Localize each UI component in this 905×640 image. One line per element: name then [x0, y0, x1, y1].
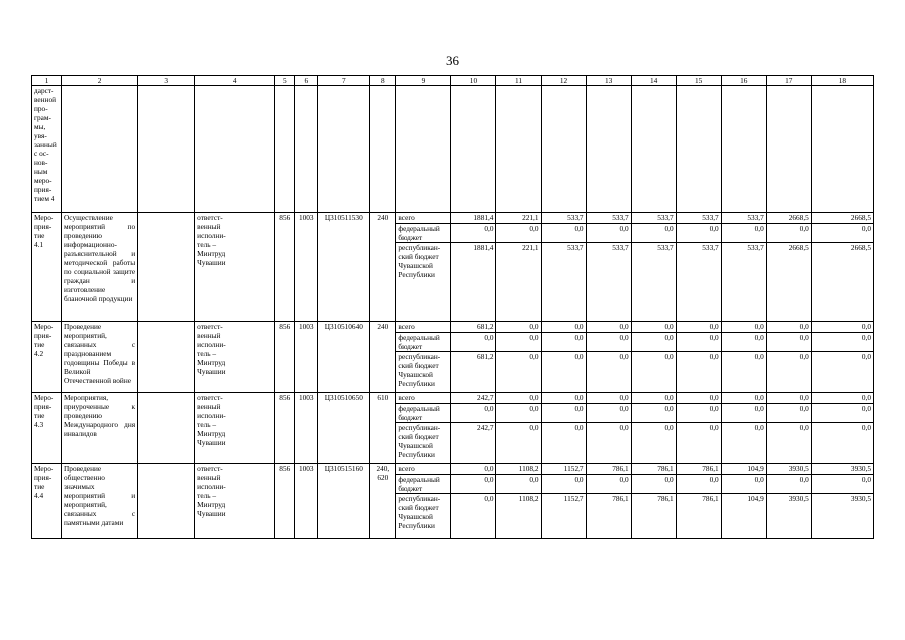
measure-vr: 240: [370, 322, 396, 393]
value-cell: 681,2: [451, 322, 496, 333]
value-cell: 0,0: [631, 352, 676, 393]
measure-rzpr: 1003: [295, 213, 318, 322]
measure-vr: 610: [370, 393, 396, 464]
value-cell: 533,7: [676, 243, 721, 322]
funding-source: всего: [396, 464, 451, 475]
value-cell: 3930,5: [766, 494, 811, 539]
value-cell: 0,0: [676, 322, 721, 333]
value-cell: 0,0: [766, 333, 811, 352]
measure-col3: [138, 393, 195, 464]
value-cell: 533,7: [586, 243, 631, 322]
value-cell: 533,7: [541, 243, 586, 322]
measure-responsible: ответст- венный исполни- тель – Минтруд Чувашии: [195, 213, 275, 322]
value-cell: 0,0: [451, 464, 496, 475]
measure-name: Проведение общественно значимых мероприятий и мероприятий, связанных с памятными датами: [62, 464, 138, 539]
measure-grbs: 856: [275, 322, 295, 393]
value-cell: 0,0: [541, 475, 586, 494]
value-cell: 0,0: [541, 352, 586, 393]
table-row: [32, 464, 874, 475]
measure-csr: Ц310515160: [318, 464, 370, 539]
measure-rzpr: 1003: [295, 464, 318, 539]
value-cell: 0,0: [676, 423, 721, 464]
measure-responsible: ответст- венный исполни- тель – Минтруд Чувашии: [195, 464, 275, 539]
funding-source: республикан-ский бюджет Чувашской Республики: [396, 494, 451, 539]
value-cell: 0,0: [676, 333, 721, 352]
value-cell: 0,0: [721, 475, 766, 494]
value-cell: 0,0: [541, 423, 586, 464]
value-cell: 0,0: [496, 352, 541, 393]
value-cell: 0,0: [631, 224, 676, 243]
value-cell: 0,0: [766, 404, 811, 423]
measure-grbs: 856: [275, 393, 295, 464]
measure-name: Осуществление мероприятий по проведению информационно-разъяснительной и методической работы по социальной защите граждан и изготовление бланочной продукции: [62, 213, 138, 322]
measure-rzpr: 1003: [295, 393, 318, 464]
value-cell: 2668,5: [811, 243, 873, 322]
value-cell: 0,0: [451, 224, 496, 243]
value-cell: 0,0: [496, 224, 541, 243]
value-cell: 0,0: [631, 423, 676, 464]
measure-rzpr: 1003: [295, 322, 318, 393]
value-cell: 0,0: [811, 322, 873, 333]
measure-responsible: ответст- венный исполни- тель – Минтруд Чувашии: [195, 322, 275, 393]
column-header: 4: [195, 76, 275, 86]
value-cell: 0,0: [496, 322, 541, 333]
value-cell: 0,0: [496, 423, 541, 464]
table-row: [32, 322, 874, 333]
column-header: 8: [370, 76, 396, 86]
value-cell: 0,0: [676, 352, 721, 393]
value-cell: 1881,4: [451, 243, 496, 322]
value-cell: 786,1: [676, 494, 721, 539]
value-cell: 0,0: [766, 423, 811, 464]
funding-source: республикан-ский бюджет Чувашской Республики: [396, 243, 451, 322]
measure-col3: [138, 464, 195, 539]
value-cell: 786,1: [676, 464, 721, 475]
intro-row: [32, 86, 874, 213]
value-cell: 0,0: [541, 322, 586, 333]
value-cell: 3930,5: [811, 494, 873, 539]
funding-source: федеральный бюджет: [396, 475, 451, 494]
value-cell: 0,0: [586, 224, 631, 243]
value-cell: 1108,2: [496, 464, 541, 475]
column-header: 10: [451, 76, 496, 86]
value-cell: 0,0: [496, 475, 541, 494]
measure-vr: 240, 620: [370, 464, 396, 539]
column-header: 3: [138, 76, 195, 86]
measure-grbs: 856: [275, 464, 295, 539]
value-cell: 0,0: [541, 224, 586, 243]
value-cell: 533,7: [721, 213, 766, 224]
value-cell: 0,0: [811, 404, 873, 423]
value-cell: 1152,7: [541, 494, 586, 539]
value-cell: 0,0: [586, 322, 631, 333]
funding-source: всего: [396, 213, 451, 224]
value-cell: 0,0: [766, 224, 811, 243]
measure-csr: Ц310510640: [318, 322, 370, 393]
value-cell: 786,1: [631, 494, 676, 539]
measure-code: Меро- прия- тие 4.2: [32, 322, 62, 393]
value-cell: 0,0: [631, 393, 676, 404]
value-cell: 0,0: [721, 352, 766, 393]
funding-source: республикан-ский бюджет Чувашской Республики: [396, 352, 451, 393]
page-number: 36: [446, 53, 459, 68]
column-header: 12: [541, 76, 586, 86]
measure-vr: 240: [370, 213, 396, 322]
funding-source: федеральный бюджет: [396, 224, 451, 243]
value-cell: 2668,5: [766, 243, 811, 322]
value-cell: 786,1: [631, 464, 676, 475]
value-cell: 0,0: [811, 423, 873, 464]
value-cell: 0,0: [496, 333, 541, 352]
column-header: 5: [275, 76, 295, 86]
value-cell: 0,0: [676, 475, 721, 494]
funding-source: федеральный бюджет: [396, 333, 451, 352]
column-header: 18: [811, 76, 873, 86]
value-cell: 0,0: [451, 404, 496, 423]
value-cell: 0,0: [451, 494, 496, 539]
value-cell: 221,1: [496, 213, 541, 224]
value-cell: 0,0: [811, 393, 873, 404]
measure-col3: [138, 213, 195, 322]
value-cell: 0,0: [451, 333, 496, 352]
column-header: 7: [318, 76, 370, 86]
value-cell: 0,0: [721, 333, 766, 352]
value-cell: 681,2: [451, 352, 496, 393]
column-header: 15: [676, 76, 721, 86]
column-header: 13: [586, 76, 631, 86]
value-cell: 533,7: [541, 213, 586, 224]
value-cell: 0,0: [721, 423, 766, 464]
measure-code: Меро- прия- тие 4.3: [32, 393, 62, 464]
funding-source: всего: [396, 393, 451, 404]
value-cell: 0,0: [631, 333, 676, 352]
value-cell: 0,0: [631, 322, 676, 333]
column-header: 17: [766, 76, 811, 86]
table-row: [32, 213, 874, 224]
column-header: 16: [721, 76, 766, 86]
measure-name: Проведение мероприятий, связанных с празднованием годовщины Победы в Великой Отечественной войне: [62, 322, 138, 393]
measure-csr: Ц310511530: [318, 213, 370, 322]
value-cell: 1108,2: [496, 494, 541, 539]
value-cell: 0,0: [586, 333, 631, 352]
program-table: [31, 75, 874, 539]
value-cell: 0,0: [766, 352, 811, 393]
value-cell: 0,0: [766, 393, 811, 404]
value-cell: 0,0: [496, 404, 541, 423]
column-header: 6: [295, 76, 318, 86]
value-cell: 0,0: [541, 404, 586, 423]
value-cell: 2668,5: [811, 213, 873, 224]
value-cell: 104,9: [721, 494, 766, 539]
measure-responsible: ответст- венный исполни- тель – Минтруд Чувашии: [195, 393, 275, 464]
measure-code: Меро- прия- тие 4.4: [32, 464, 62, 539]
value-cell: 0,0: [676, 393, 721, 404]
measure-code: Меро- прия- тие 4.1: [32, 213, 62, 322]
value-cell: 0,0: [811, 224, 873, 243]
column-header: 11: [496, 76, 541, 86]
column-header: 14: [631, 76, 676, 86]
value-cell: 0,0: [676, 224, 721, 243]
value-cell: 786,1: [586, 464, 631, 475]
value-cell: 0,0: [811, 475, 873, 494]
value-cell: 0,0: [766, 322, 811, 333]
column-header: 9: [396, 76, 451, 86]
value-cell: 242,7: [451, 393, 496, 404]
value-cell: 0,0: [721, 224, 766, 243]
value-cell: 0,0: [811, 352, 873, 393]
value-cell: 0,0: [721, 322, 766, 333]
funding-source: федеральный бюджет: [396, 404, 451, 423]
value-cell: 0,0: [721, 393, 766, 404]
value-cell: 0,0: [721, 404, 766, 423]
value-cell: 0,0: [676, 404, 721, 423]
value-cell: 0,0: [586, 393, 631, 404]
value-cell: 533,7: [721, 243, 766, 322]
value-cell: 0,0: [541, 333, 586, 352]
value-cell: 1881,4: [451, 213, 496, 224]
value-cell: 0,0: [631, 404, 676, 423]
measure-csr: Ц310510650: [318, 393, 370, 464]
value-cell: 1152,7: [541, 464, 586, 475]
value-cell: 0,0: [766, 475, 811, 494]
value-cell: 3930,5: [811, 464, 873, 475]
value-cell: 0,0: [631, 475, 676, 494]
value-cell: 2668,5: [766, 213, 811, 224]
value-cell: 0,0: [586, 423, 631, 464]
value-cell: 3930,5: [766, 464, 811, 475]
column-header: 2: [62, 76, 138, 86]
value-cell: 533,7: [676, 213, 721, 224]
value-cell: 0,0: [811, 333, 873, 352]
value-cell: 533,7: [631, 243, 676, 322]
value-cell: 533,7: [586, 213, 631, 224]
column-header: 1: [32, 76, 62, 86]
value-cell: 0,0: [586, 404, 631, 423]
value-cell: 0,0: [586, 352, 631, 393]
value-cell: 533,7: [631, 213, 676, 224]
value-cell: 242,7: [451, 423, 496, 464]
value-cell: 0,0: [451, 475, 496, 494]
value-cell: 221,1: [496, 243, 541, 322]
header-row: [32, 76, 874, 86]
value-cell: 0,0: [496, 393, 541, 404]
value-cell: 786,1: [586, 494, 631, 539]
table-row: [32, 393, 874, 404]
value-cell: 0,0: [586, 475, 631, 494]
intro-label: дарст- венной про- грам- мы, увя- занный с ос- нов- ным меро- прия- тием 4: [32, 86, 62, 213]
funding-source: всего: [396, 322, 451, 333]
measure-name: Мероприятия, приуроченные к проведению Международного дня инвалидов: [62, 393, 138, 464]
funding-source: республикан-ский бюджет Чувашской Республики: [396, 423, 451, 464]
value-cell: 104,9: [721, 464, 766, 475]
measure-grbs: 856: [275, 213, 295, 322]
value-cell: 0,0: [541, 393, 586, 404]
measure-col3: [138, 322, 195, 393]
